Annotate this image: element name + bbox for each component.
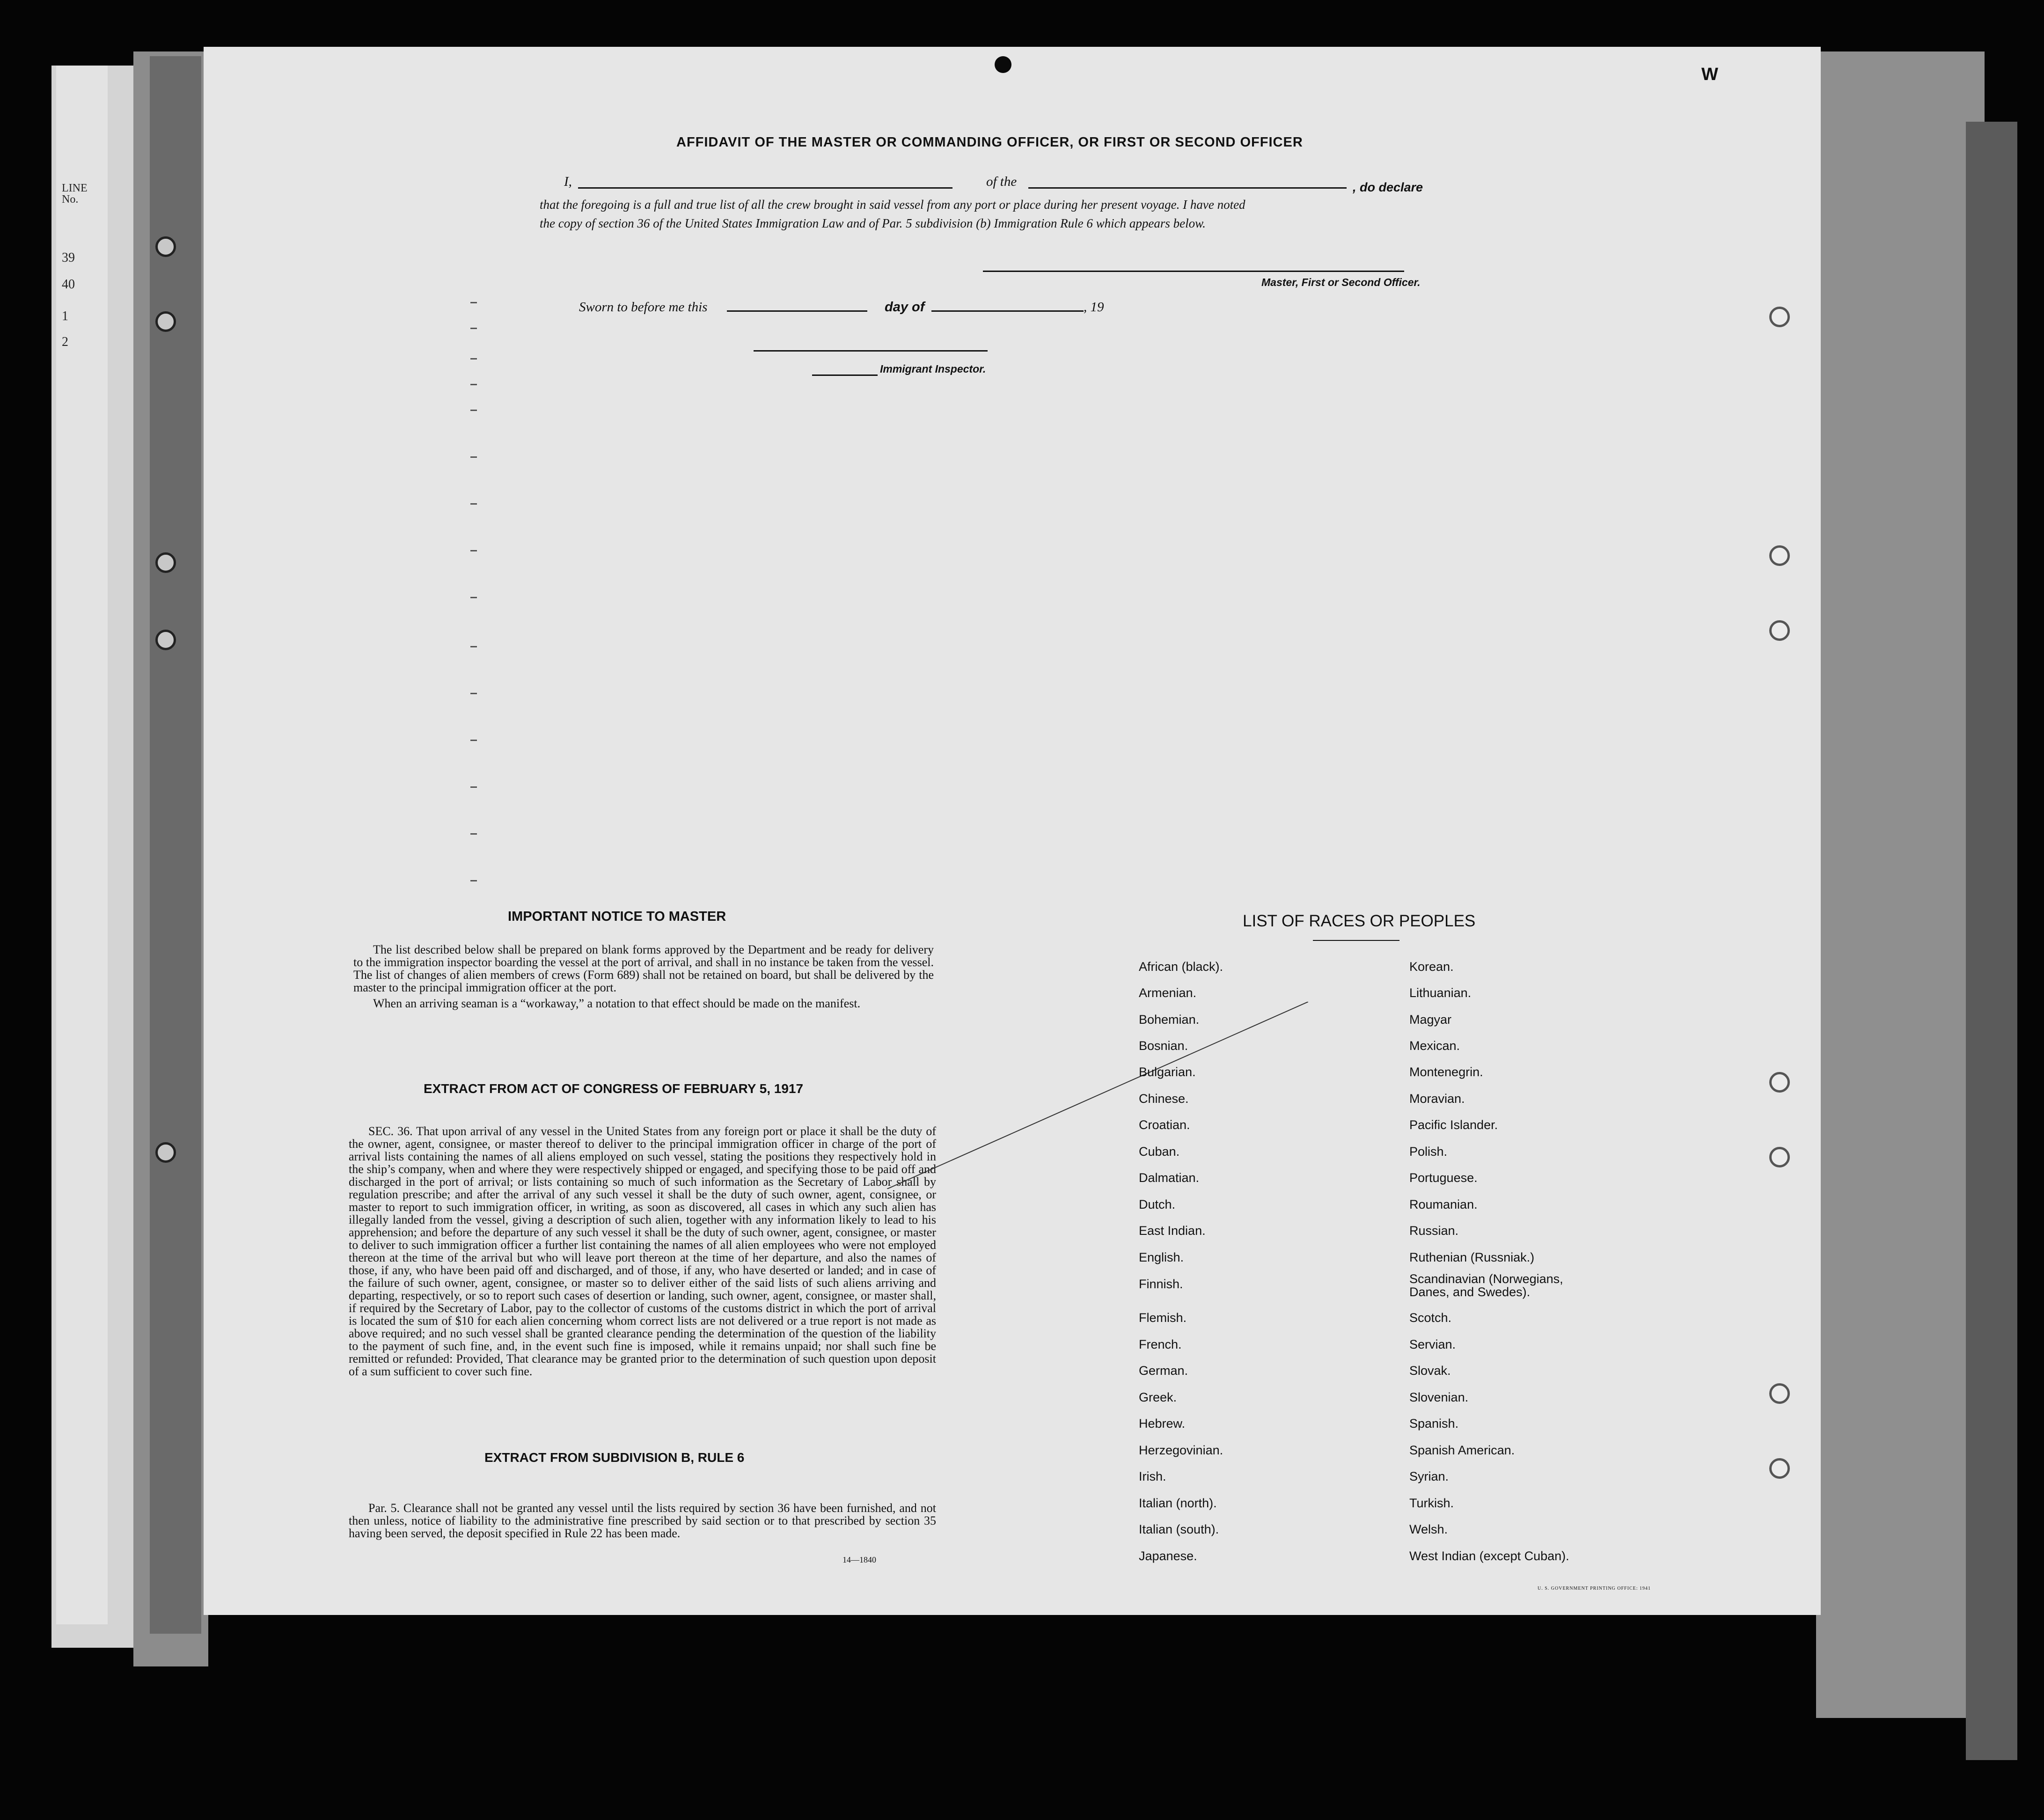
margin-tick xyxy=(470,833,477,835)
race-item: Scandinavian (Norwegians, Danes, and Swedes). xyxy=(1409,1272,1563,1299)
race-item: Japanese. xyxy=(1139,1549,1197,1563)
race-item: Korean. xyxy=(1409,960,1454,974)
year-label: , 19 xyxy=(1084,300,1104,315)
affidavit-body-line2: the copy of section 36 of the United States Immigration Law and of Par. 5 subdivision (b) Immigration Rule 6 which appears below. xyxy=(540,216,1206,230)
race-item: English. xyxy=(1139,1250,1184,1264)
race-item: Scotch. xyxy=(1409,1311,1452,1325)
margin-tick xyxy=(470,646,477,647)
margin-tick xyxy=(470,358,477,360)
race-item: African (black). xyxy=(1139,960,1223,974)
race-item: Welsh. xyxy=(1409,1522,1448,1536)
form-number: 14—1840 xyxy=(843,1555,876,1564)
margin-tick xyxy=(470,456,477,458)
punch-ring-icon xyxy=(1769,1147,1790,1167)
notice-paragraph-1: The list described below shall be prepared on blank forms approved by the Department and be ready for delivery to the immigration inspector boarding the vessel at the port of arrival, and shall in no instance be taken from the vessel. The list of changes of alien members of crews (Form 689) shall not be retained on board, but shall be delivered by the master to the principal immigration officer at the port. xyxy=(353,943,934,994)
sworn-day-line xyxy=(727,310,867,312)
race-item: Montenegrin. xyxy=(1409,1065,1483,1079)
name-blank-line xyxy=(578,187,952,189)
race-item: Bohemian. xyxy=(1139,1013,1200,1027)
race-item: Finnish. xyxy=(1139,1277,1183,1291)
race-item: Dutch. xyxy=(1139,1197,1176,1211)
margin-line-number: 39 xyxy=(62,250,75,265)
back-sheet-right-edge xyxy=(1966,122,2017,1760)
previous-page-margin xyxy=(56,66,108,1624)
race-item: Italian (north). xyxy=(1139,1496,1217,1510)
margin-tick xyxy=(470,597,477,598)
margin-tick xyxy=(470,880,477,881)
sworn-month-line xyxy=(931,310,1084,312)
race-item: Magyar xyxy=(1409,1013,1452,1027)
printer-imprint: U. S. GOVERNMENT PRINTING OFFICE: 1941 xyxy=(1538,1586,1651,1591)
race-item: Flemish. xyxy=(1139,1311,1187,1325)
race-item: Roumanian. xyxy=(1409,1197,1478,1211)
race-item: Mexican. xyxy=(1409,1039,1460,1053)
margin-line-number: 1 xyxy=(62,309,68,323)
affidavit-title: AFFIDAVIT OF THE MASTER OR COMMANDING OFFICER, OR FIRST OR SECOND OFFICER xyxy=(676,135,1303,150)
punch-ring-icon xyxy=(1769,1383,1790,1404)
master-signature-line xyxy=(983,271,1404,272)
race-item: Hebrew. xyxy=(1139,1416,1186,1431)
affidavit-body-line1: that the foregoing is a full and true list of all the crew brought in said vessel from any port or place during her present voyage. I have noted xyxy=(540,198,1245,212)
race-item: Slovak. xyxy=(1409,1364,1451,1378)
race-item: East Indian. xyxy=(1139,1224,1206,1238)
affidavit-do-declare: , do declare xyxy=(1353,180,1423,194)
race-item: Herzegovinian. xyxy=(1139,1443,1223,1457)
races-title: LIST OF RACES OR PEOPLES xyxy=(1243,912,1476,930)
margin-tick xyxy=(470,302,477,303)
line-no-header: LINE No. xyxy=(62,182,88,205)
punch-ring-icon xyxy=(1769,620,1790,641)
race-item: German. xyxy=(1139,1364,1188,1378)
manifest-page xyxy=(204,47,1821,1615)
punch-ring-icon xyxy=(1769,545,1790,566)
punch-ring-icon xyxy=(1769,1072,1790,1093)
race-item: Irish. xyxy=(1139,1469,1166,1483)
race-item: Bulgarian. xyxy=(1139,1065,1196,1079)
extract-rule-title: EXTRACT FROM SUBDIVISION B, RULE 6 xyxy=(484,1450,745,1465)
race-item: Armenian. xyxy=(1139,986,1197,1000)
margin-tick xyxy=(470,410,477,411)
race-item: Lithuanian. xyxy=(1409,986,1472,1000)
race-item: Croatian. xyxy=(1139,1118,1190,1132)
race-item: Ruthenian (Russniak.) xyxy=(1409,1250,1535,1264)
race-item: Italian (south). xyxy=(1139,1522,1219,1536)
extract-rule-body: Par. 5. Clearance shall not be granted any vessel until the lists required by section 36 have been furnished, and not then unless, notice of liability to the administrative fine prescribed by said section or to that prescribed by section 35 having been served, the deposit specified in Rule 22 has been made. xyxy=(349,1501,936,1540)
master-signature-label: Master, First or Second Officer. xyxy=(1261,276,1421,288)
notice-paragraph-2: When an arriving seaman is a “workaway,” a notation to that effect should be made on the manifest. xyxy=(373,997,861,1010)
inspector-label: Immigrant Inspector. xyxy=(880,363,986,375)
race-item: Dalmatian. xyxy=(1139,1171,1200,1185)
punch-hole-icon xyxy=(995,56,1011,73)
punch-ring-icon xyxy=(1769,307,1790,327)
margin-tick xyxy=(470,740,477,741)
margin-tick xyxy=(470,384,477,385)
race-item: Cuban. xyxy=(1139,1145,1180,1159)
affidavit-i-label: I, xyxy=(564,174,572,189)
margin-tick xyxy=(470,550,477,551)
race-item: Moravian. xyxy=(1409,1092,1465,1106)
binder-ring-icon xyxy=(155,630,176,650)
inspector-signature-line xyxy=(754,350,988,352)
page-number: W xyxy=(1701,65,1718,84)
race-item: Turkish. xyxy=(1409,1496,1454,1510)
back-sheet-right xyxy=(1816,51,1985,1718)
inspector-lead-line xyxy=(812,374,878,376)
day-of-label: day of xyxy=(885,300,925,315)
punch-ring-icon xyxy=(1769,1458,1790,1479)
binder-ring-icon xyxy=(155,552,176,573)
race-item: Polish. xyxy=(1409,1145,1448,1159)
binder-strip xyxy=(150,56,201,1634)
binder-ring-icon xyxy=(155,311,176,332)
extract-act-title: EXTRACT FROM ACT OF CONGRESS OF FEBRUARY 5, 1917 xyxy=(424,1081,804,1096)
margin-tick xyxy=(470,693,477,694)
race-item: Spanish American. xyxy=(1409,1443,1515,1457)
margin-line-number: 2 xyxy=(62,335,68,349)
race-item: Greek. xyxy=(1139,1390,1177,1404)
race-item: Spanish. xyxy=(1409,1416,1459,1431)
affidavit-of-the: of the xyxy=(986,174,1017,189)
race-item: Portuguese. xyxy=(1409,1171,1478,1185)
margin-tick xyxy=(470,328,477,329)
race-item: Bosnian. xyxy=(1139,1039,1188,1053)
stray-pencil-line xyxy=(887,1002,1308,1189)
race-item: West Indian (except Cuban). xyxy=(1409,1549,1569,1563)
race-item: Servian. xyxy=(1409,1337,1456,1351)
race-item: Pacific Islander. xyxy=(1409,1118,1498,1132)
race-item: Slovenian. xyxy=(1409,1390,1469,1404)
race-item: French. xyxy=(1139,1337,1182,1351)
margin-tick xyxy=(470,786,477,788)
margin-line-number: 40 xyxy=(62,277,75,292)
race-item: Russian. xyxy=(1409,1224,1459,1238)
extract-act-body: SEC. 36. That upon arrival of any vessel in the United States from any foreign port or place it shall be the duty of the owner, agent, consignee, or master thereof to deliver to the principal immigration officer in charge of the port of arrival lists containing the names of all aliens employed on such vessel, stating the positions they respectively hold in the ship’s company, when and where they were respectively shipped or engaged, and specifying those to be paid off and discharged in the port of arrival; or lists containing so much of such information as the Secretary of Labor shall by regulation prescribe; and after the arrival of any such vessel it shall be the duty of such owner, agent, consignee, or master to report to such immigration officer, in writing, as soon as discovered, all cases in which any such alien has illegally landed from the vessel, giving a description of such alien, together with any information likely to lead to his apprehension; and before the departure of any such vessel it shall be the duty of such owner, agent, consignee, or master to deliver to such immigration officer a further list containing the names of all alien employees who were not employed thereon at the time of the arrival but who will leave port thereon at the time of her departure, and also the names of those, if any, who have been paid off and discharged, and of those, if any, who have deserted or landed; and in case of the failure of such owner, agent, consignee, or master so to deliver either of the said lists of such aliens arriving and departing, respectively, or so to report such cases of desertion or landing, such owner, agent, consignee, or master shall, if required by the Secretary of Labor, pay to the collector of customs of the customs district in which the port of arrival is located the sum of $10 for each alien concerning whom correct lists are not delivered or a true report is not made as above required; and no such vessel shall be granted clearance pending the determination of the question of the liability to the payment of such fine, and, in the event such fine is imposed, while it remains unpaid; nor shall such fine be remitted or refunded: Provided, That clearance may be granted prior to the determination of such question upon deposit of a sum sufficient to cover such fine. xyxy=(349,1124,936,1378)
margin-tick xyxy=(470,503,477,505)
binder-ring-icon xyxy=(155,1142,176,1163)
binder-ring-icon xyxy=(155,236,176,257)
race-item: Chinese. xyxy=(1139,1092,1189,1106)
races-title-rule xyxy=(1313,940,1399,941)
sworn-label: Sworn to before me this xyxy=(579,300,708,315)
race-item: Syrian. xyxy=(1409,1469,1449,1483)
vessel-blank-line xyxy=(1028,187,1347,189)
notice-title: IMPORTANT NOTICE TO MASTER xyxy=(508,909,726,924)
